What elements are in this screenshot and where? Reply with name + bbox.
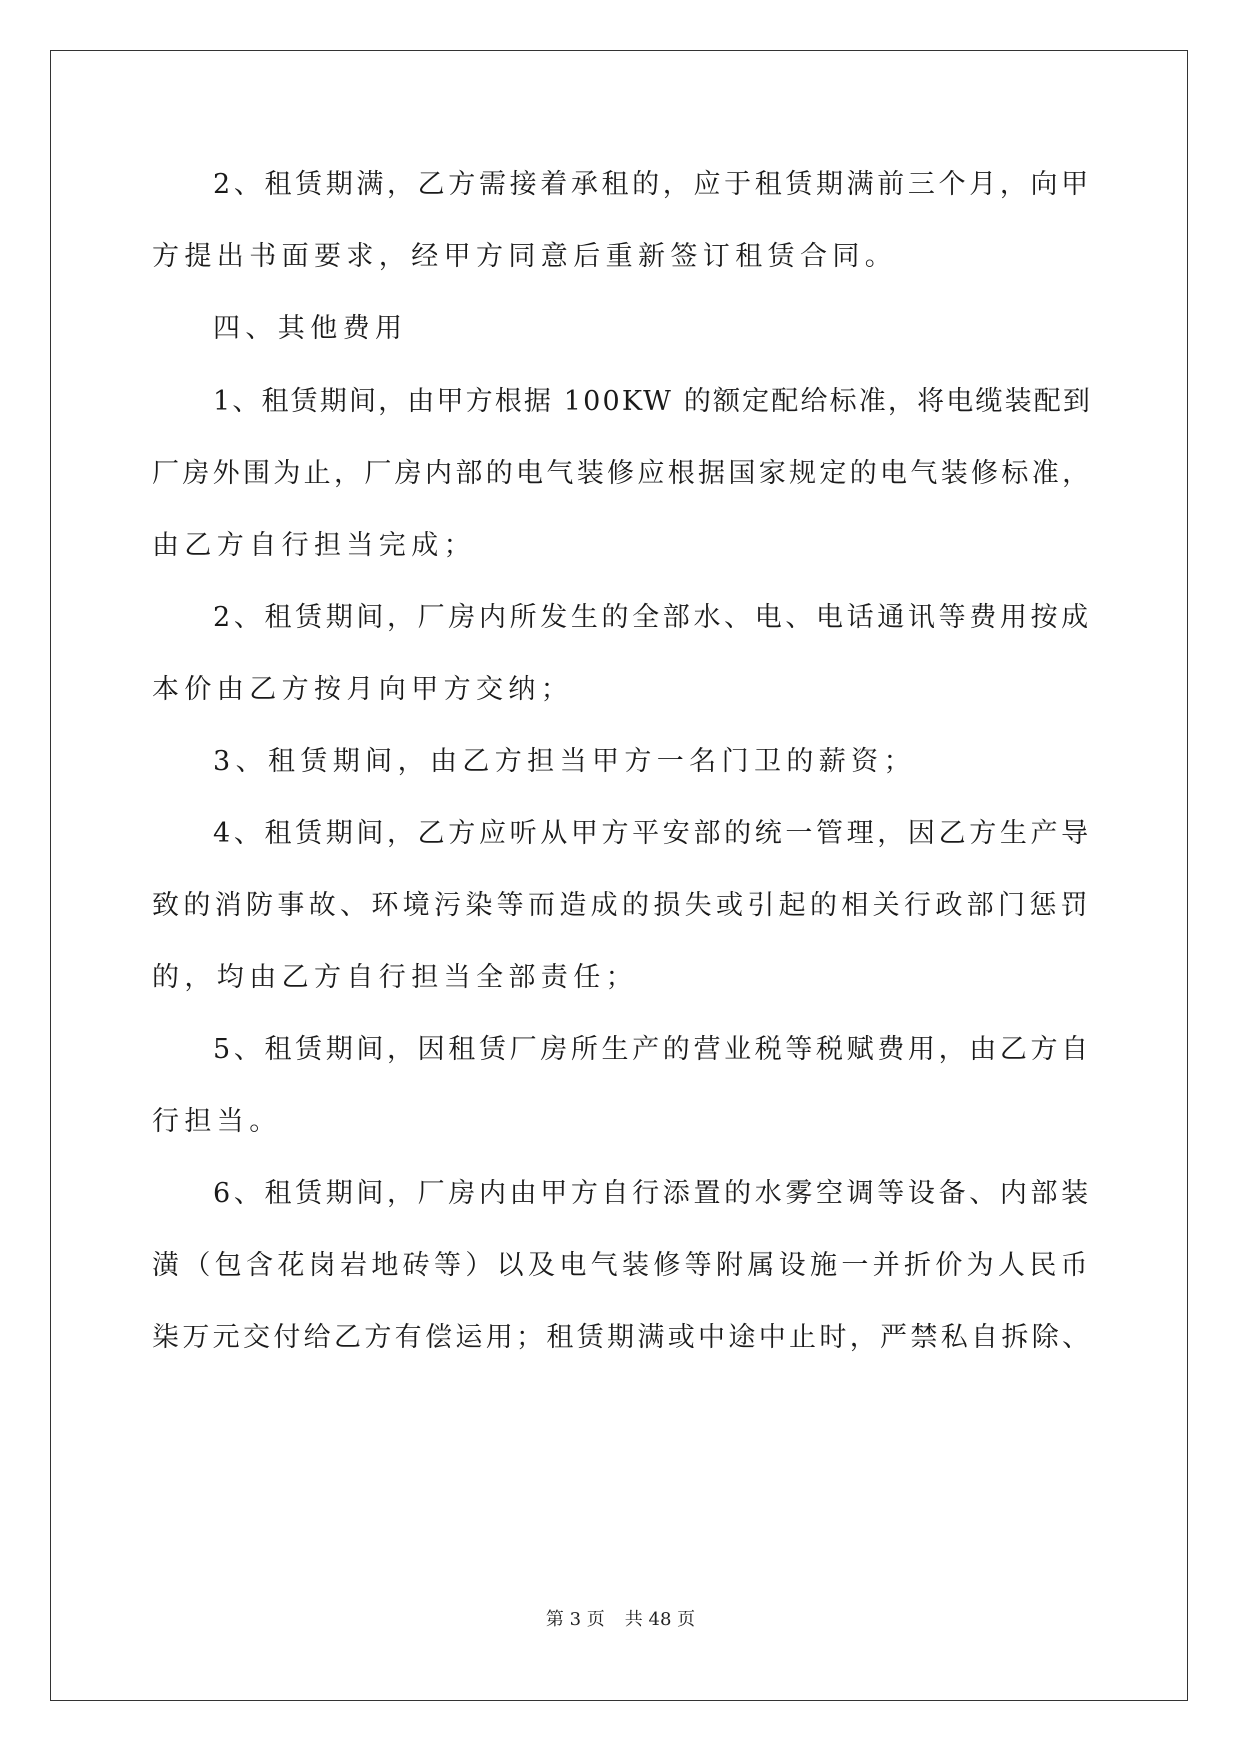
page-total: 共 48 页	[624, 1609, 696, 1630]
page-number: 第 3 页	[545, 1609, 605, 1630]
paragraph-4-line-2: 本价由乙方按月向甲方交纳；	[152, 674, 574, 705]
paragraph-3-line-2: 厂房外围为止，厂房内部的电气装修应根据国家规定的电气装修标准，	[152, 458, 1093, 489]
paragraph-4-line-1: 2、租赁期间，厂房内所发生的全部水、电、电话通讯等费用按成	[213, 602, 1092, 633]
paragraph-8-line-1: 6、租赁期间，厂房内由甲方自行添置的水雾空调等设备、内部装	[213, 1178, 1092, 1209]
paragraph-3-line-1: 1、租赁期间，由甲方根据 100KW 的额定配给标准，将电缆装配到	[213, 386, 1093, 417]
paragraph-6-line-1: 4、租赁期间，乙方应听从甲方平安部的统一管理，因乙方生产导	[213, 818, 1092, 849]
section-heading: 四、其他费用	[213, 313, 408, 344]
paragraph-7-line-1: 5、租赁期间，因租赁厂房所生产的营业税等税赋费用，由乙方自	[213, 1034, 1092, 1065]
paragraph-1-line-1: 2、租赁期满，乙方需接着承租的，应于租赁期满前三个月，向甲	[213, 169, 1092, 200]
paragraph-8-line-2: 潢（包含花岗岩地砖等）以及电气装修等附属设施一并折价为人民币	[152, 1250, 1092, 1281]
paragraph-5-line-1: 3、租赁期间，由乙方担当甲方一名门卫的薪资；	[213, 746, 916, 777]
paragraph-8-line-3: 柒万元交付给乙方有偿运用；租赁期满或中途中止时，严禁私自拆除、	[152, 1322, 1093, 1353]
paragraph-6-line-2: 致的消防事故、环境污染等而造成的损失或引起的相关行政部门惩罚	[152, 890, 1092, 921]
page-border	[50, 50, 1188, 1701]
paragraph-3-line-3: 由乙方自行担当完成；	[152, 530, 476, 561]
paragraph-1-line-2: 方提出书面要求，经甲方同意后重新签订租赁合同。	[152, 241, 898, 272]
paragraph-7-line-2: 行担当。	[152, 1106, 282, 1137]
page-footer	[0, 1608, 1241, 1632]
paragraph-6-line-3: 的，均由乙方自行担当全部责任；	[152, 962, 638, 993]
